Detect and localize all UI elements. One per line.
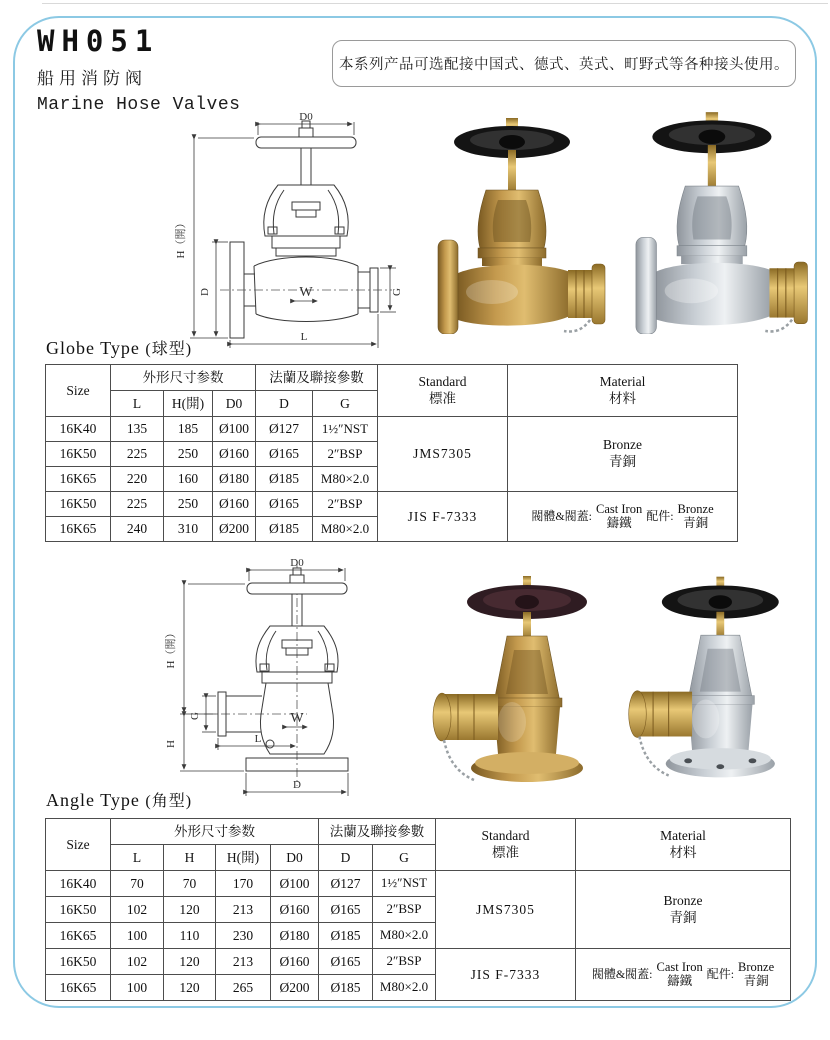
- material-fitting-label: 配件:: [706, 966, 735, 981]
- angle-valve-diagram: [162, 556, 412, 801]
- table-cell: Ø185: [319, 975, 373, 1001]
- globe-section-cn: (球型): [145, 341, 193, 358]
- globe-header-row-1: [46, 365, 738, 391]
- angle-valve-silver-photo: [618, 565, 808, 793]
- dim-label-l: L: [300, 331, 308, 343]
- table-cell: 16K40: [46, 417, 111, 442]
- globe-material-en: Material: [599, 373, 646, 389]
- table-cell: 220: [111, 467, 164, 492]
- table-cell: M80×2.0: [373, 975, 436, 1001]
- table-cell: 16K50: [46, 442, 111, 467]
- material-fitting-label: 配件:: [646, 508, 674, 523]
- table-row: [46, 949, 791, 975]
- angle-spec-table: [45, 818, 791, 1001]
- table-cell: 16K65: [46, 517, 111, 542]
- table-cell: Ø185: [256, 467, 313, 492]
- table-cell: 16K65: [46, 923, 111, 949]
- table-cell: Ø180: [213, 467, 256, 492]
- table-cell: Ø185: [256, 517, 313, 542]
- angle-material-en: Material: [660, 827, 706, 843]
- material-body-cn: 鑄鐵: [606, 515, 632, 530]
- table-cell: 265: [216, 975, 271, 1001]
- table-cell: 225: [111, 492, 164, 517]
- angle-standard-jms: JMS7305: [436, 871, 576, 949]
- table-cell: 16K50: [46, 897, 111, 923]
- table-cell: M80×2.0: [373, 923, 436, 949]
- table-cell: M80×2.0: [313, 467, 378, 492]
- globe-group-dimensions: 外形尺寸参数: [111, 365, 256, 391]
- material-body-cn: 鑄鐵: [667, 973, 693, 988]
- table-cell: 160: [164, 467, 213, 492]
- dim-label-h-open-angle: H（開）: [165, 627, 177, 669]
- angle-group-dimensions: 外形尺寸参数: [111, 819, 319, 845]
- globe-col-size: Size: [46, 365, 111, 417]
- angle-subcol-d0: D0: [271, 845, 319, 871]
- table-cell: 135: [111, 417, 164, 442]
- table-cell: 2″BSP: [373, 897, 436, 923]
- dim-label-d0: D0: [299, 111, 313, 123]
- angle-subcol-d: D: [319, 845, 373, 871]
- table-cell: Ø165: [319, 949, 373, 975]
- angle-standard-jis: JIS F-7333: [436, 949, 576, 1001]
- globe-subcol-d: D: [256, 391, 313, 417]
- series-note-box: [332, 40, 796, 87]
- title-chinese: 船用消防阀: [37, 69, 147, 88]
- angle-col-standard: [436, 819, 576, 871]
- table-cell: Ø160: [213, 492, 256, 517]
- material-fitting-cn: 青銅: [743, 973, 769, 988]
- table-cell: Ø165: [256, 442, 313, 467]
- angle-col-size: Size: [46, 819, 111, 871]
- table-cell: 213: [216, 949, 271, 975]
- angle-material-jis: [576, 949, 791, 1001]
- material-body-label: 閥體&閥蓋:: [591, 966, 653, 981]
- material-body-en: Cast Iron: [656, 959, 703, 974]
- globe-standard-cn: 標准: [429, 390, 456, 406]
- dim-label-d-angle: D: [293, 779, 301, 791]
- model-number: WH051: [37, 24, 160, 58]
- table-cell: 240: [111, 517, 164, 542]
- globe-subcol-h-open: H(開): [164, 391, 213, 417]
- material-en: Bronze: [663, 892, 703, 908]
- dim-label-d: D: [199, 288, 211, 296]
- globe-col-material: [508, 365, 738, 417]
- table-cell: Ø100: [271, 871, 319, 897]
- table-cell: 100: [111, 975, 164, 1001]
- angle-material-jms: [576, 871, 791, 949]
- angle-standard-en: Standard: [481, 827, 530, 843]
- table-cell: 310: [164, 517, 213, 542]
- globe-standard-jis: JIS F-7333: [378, 492, 508, 542]
- table-cell: 185: [164, 417, 213, 442]
- material-fitting-cn: 青銅: [683, 515, 709, 530]
- page-header: [37, 24, 240, 115]
- angle-subcol-h-open: H(開): [216, 845, 271, 871]
- material-cn: 青銅: [669, 909, 697, 925]
- material-body-en: Cast Iron: [596, 501, 643, 516]
- globe-spec-table: [45, 364, 738, 542]
- table-cell: Ø127: [319, 871, 373, 897]
- material-en: Bronze: [603, 437, 642, 453]
- angle-col-material: [576, 819, 791, 871]
- angle-header-row-1: [46, 819, 791, 845]
- angle-standard-cn: 標准: [492, 844, 519, 860]
- dim-label-d0-angle: D0: [290, 557, 304, 569]
- angle-section-label: [46, 788, 192, 811]
- angle-subcol-g: G: [373, 845, 436, 871]
- table-row: [46, 417, 738, 442]
- table-cell: 250: [164, 442, 213, 467]
- globe-standard-jms: JMS7305: [378, 417, 508, 492]
- table-cell: Ø200: [271, 975, 319, 1001]
- dim-label-g-angle: G: [189, 712, 201, 720]
- table-cell: 16K40: [46, 871, 111, 897]
- table-cell: 100: [111, 923, 164, 949]
- table-cell: Ø160: [271, 897, 319, 923]
- material-cn: 青銅: [609, 454, 636, 469]
- globe-material-cn: 材料: [609, 390, 636, 406]
- table-cell: 110: [164, 923, 216, 949]
- dim-label-h-angle: H: [165, 740, 177, 748]
- globe-subcol-g: G: [313, 391, 378, 417]
- material-fitting-en: Bronze: [677, 501, 714, 516]
- table-cell: 120: [164, 897, 216, 923]
- dim-label-l-angle: L: [254, 733, 262, 745]
- angle-valve-bronze-photo: [422, 572, 617, 790]
- table-cell: Ø127: [256, 417, 313, 442]
- globe-subcol-d0: D0: [213, 391, 256, 417]
- table-cell: 1½″NST: [373, 871, 436, 897]
- globe-group-flange: 法蘭及聯接參數: [256, 365, 378, 391]
- series-note-text: 本系列产品可选配接中国式、德式、英式、町野式等各种接头使用。: [339, 57, 789, 73]
- globe-standard-en: Standard: [418, 373, 467, 389]
- table-cell: 70: [164, 871, 216, 897]
- table-cell: Ø165: [256, 492, 313, 517]
- table-cell: 2″BSP: [373, 949, 436, 975]
- angle-group-flange: 法蘭及聯接參數: [319, 819, 436, 845]
- table-cell: 70: [111, 871, 164, 897]
- table-row: [46, 871, 791, 897]
- globe-subcol-l: L: [111, 391, 164, 417]
- angle-subcol-l: L: [111, 845, 164, 871]
- globe-material-jms: [508, 417, 738, 492]
- table-cell: 120: [164, 975, 216, 1001]
- globe-valve-silver-photo: [615, 106, 815, 334]
- table-cell: 102: [111, 897, 164, 923]
- globe-material-jis: [508, 492, 738, 542]
- table-row: [46, 492, 738, 517]
- table-cell: 2″BSP: [313, 442, 378, 467]
- table-cell: Ø180: [271, 923, 319, 949]
- globe-valve-bronze-photo: [420, 112, 610, 334]
- table-cell: 213: [216, 897, 271, 923]
- globe-section-en: Globe Type: [46, 338, 140, 358]
- title-english: Marine Hose Valves: [37, 95, 241, 115]
- angle-section-cn: (角型): [145, 793, 193, 810]
- angle-subcol-h: H: [164, 845, 216, 871]
- table-cell: 225: [111, 442, 164, 467]
- table-cell: 16K65: [46, 467, 111, 492]
- dim-label-h-open: H（開）: [175, 217, 187, 259]
- angle-material-cn: 材料: [669, 844, 697, 860]
- diagram-w-mark-angle: W: [290, 711, 304, 726]
- diagram-w-mark: W: [299, 285, 313, 300]
- table-cell: Ø160: [213, 442, 256, 467]
- table-cell: 16K50: [46, 492, 111, 517]
- table-cell: Ø165: [319, 897, 373, 923]
- table-cell: Ø160: [271, 949, 319, 975]
- table-cell: M80×2.0: [313, 517, 378, 542]
- table-cell: 1½″NST: [313, 417, 378, 442]
- angle-section-en: Angle Type: [46, 790, 140, 810]
- table-cell: 2″BSP: [313, 492, 378, 517]
- table-cell: Ø185: [319, 923, 373, 949]
- material-body-label: 閥體&閥蓋:: [531, 508, 593, 523]
- table-cell: 250: [164, 492, 213, 517]
- page-top-rule: [42, 3, 828, 4]
- dim-label-g: G: [391, 288, 403, 296]
- table-cell: Ø100: [213, 417, 256, 442]
- material-fitting-en: Bronze: [738, 959, 775, 974]
- table-cell: 230: [216, 923, 271, 949]
- globe-section-label: [46, 336, 192, 359]
- globe-valve-diagram: [168, 110, 408, 350]
- table-cell: 16K65: [46, 975, 111, 1001]
- globe-col-standard: [378, 365, 508, 417]
- table-cell: 170: [216, 871, 271, 897]
- table-cell: 120: [164, 949, 216, 975]
- table-cell: Ø200: [213, 517, 256, 542]
- table-cell: 16K50: [46, 949, 111, 975]
- table-cell: 102: [111, 949, 164, 975]
